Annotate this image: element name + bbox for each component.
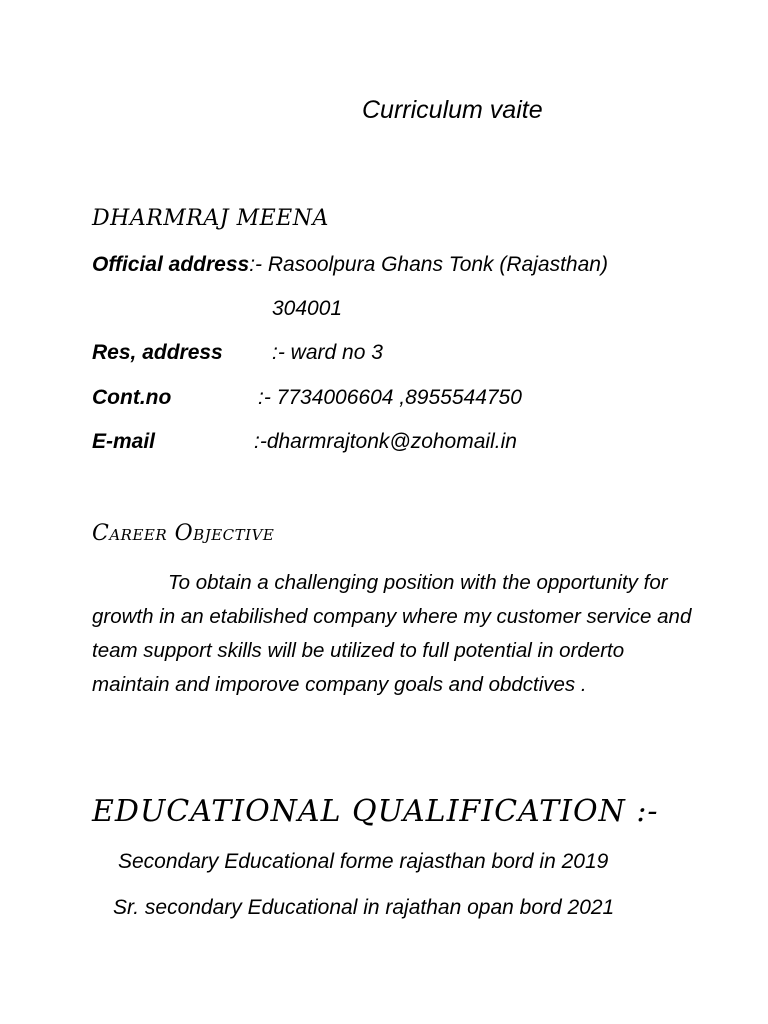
residential-address-label: Res, address (92, 341, 223, 364)
email-value: :-dharmrajtonk@zohomail.in (254, 430, 517, 453)
career-objective-body: To obtain a challenging position with the opportunity for growth in an etabilished company where my customer service and team support skills will be utilized to full potential in orderto maintain and imporove company goals and obdctives . (92, 571, 692, 696)
education-item-secondary: Secondary Educational forme rajasthan bord in 2019 (118, 850, 609, 873)
career-objective-heading: Career Objective (92, 521, 275, 546)
career-objective-text (92, 566, 692, 702)
official-address-label: Official address (92, 253, 250, 276)
official-address-pincode: 304001 (272, 297, 343, 320)
contact-number-label: Cont.no (92, 386, 172, 409)
education-item-senior-secondary: Sr. secondary Educational in rajathan opan bord 2021 (113, 896, 615, 919)
residential-address-row (92, 341, 383, 365)
educational-qualification-heading: EDUCATIONAL QUALIFICATION :- (92, 794, 659, 829)
official-address-value: :- Rasoolpura Ghans Tonk (Rajasthan) (249, 253, 608, 276)
contact-number-value: :- 7734006604 ,8955544750 (258, 386, 522, 409)
email-row (92, 430, 517, 454)
residential-address-value: :- ward no 3 (272, 341, 383, 364)
contact-number-row (92, 386, 522, 410)
official-address-row (92, 253, 608, 277)
candidate-name: DHARMRAJ MEENA (92, 206, 329, 231)
email-label: E-mail (92, 430, 156, 453)
document-title: Curriculum vaite (362, 96, 543, 124)
